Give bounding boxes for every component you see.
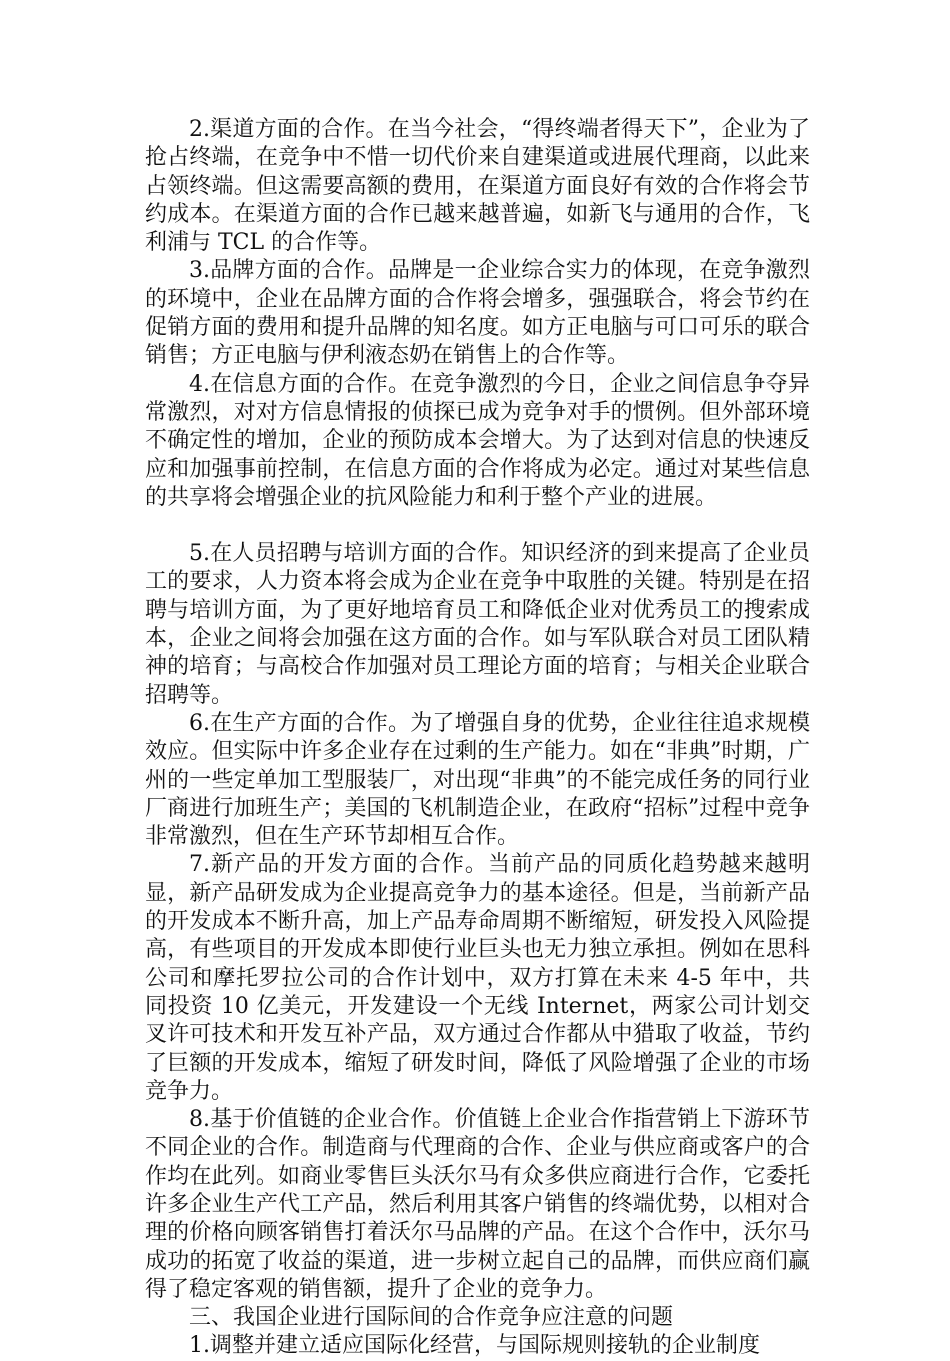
paragraph-new-product-cooperation: 7.新产品的开发方面的合作。当前产品的同质化趋势越来越明显，新产品研发成为企业提高竞争力的基本途径。但是，当前新产品的开发成本不断升高，加上产品寿命周期不断缩短，研发投入风险提高，有些项目的开发成本即使行业巨头也无力独立承担。例如在思科公司和摩托罗拉公司的合作计划中，双方打算在未来 4-5 年中，共同投资 10 亿美元，开发建设一个无线 Internet，两家公司计划交叉许可技术和开发互补产品，双方通过合作都从中猎取了收益，节约了巨额的开发成本，缩短了研发时间，降低了风险增强了企业的市场竞争力。 — [145, 852, 810, 1104]
paragraph-channel-cooperation: 2.渠道方面的合作。在当今社会，“得终端者得天下”，企业为了抢占终端，在竞争中不惜一切代价来自建渠道或进展代理商，以此来占领终端。但这需要高额的费用，在渠道方面良好有效的合作将会节约成本。在渠道方面的合作已越来越普遍，如新飞与通用的合作，飞利浦与 TCL 的合作等。 — [145, 117, 810, 256]
paragraph-information-cooperation: 4.在信息方面的合作。在竞争激烈的今日，企业之间信息争夺异常激烈，对对方信息情报的侦探已成为竞争对手的惯例。但外部环境不确定性的增加，企业的预防成本会增大。为了达到对信息的快速反应和加强事前控制，在信息方面的合作将成为必定。通过对某些信息的共享将会增强企业的抗风险能力和利于整个产业的进展。 — [145, 371, 810, 510]
paragraph-value-chain-cooperation: 8.基于价值链的企业合作。价值链上企业合作指营销上下游环节不同企业的合作。制造商与代理商的合作、企业与供应商或客户的合作均在此列。如商业零售巨头沃尔马有众多供应商进行合作，它委托许多企业生产代工产品，然后利用其客户销售的终端优势，以相对合理的价格向顾客销售打着沃尔马品牌的产品。在这个合作中，沃尔马成功的拓宽了收益的渠道，进一步树立起自己的品牌，而供应商们赢得了稳定客观的销售额，提升了企业的竞争力。 — [145, 1107, 810, 1302]
section-heading: 三、我国企业进行国际间的合作竞争应注意的问题 — [189, 1305, 674, 1331]
paragraph-recruitment-cooperation: 5.在人员招聘与培训方面的合作。知识经济的到来提高了企业员工的要求，人力资本将会成为企业在竞争中取胜的关键。特别是在招聘与培训方面，为了更好地培育员工和降低企业对优秀员工的搜索成本，企业之间将会加强在这方面的合作。如与军队联合对员工团队精神的培育；与高校合作加强对员工理论方面的培育；与相关企业联合招聘等。 — [145, 541, 810, 708]
document-body — [145, 116, 810, 1361]
paragraph-item-1: 1.调整并建立适应国际化经营，与国际规则接轨的企业制度 — [189, 1333, 760, 1359]
paragraph-brand-cooperation: 3.品牌方面的合作。品牌是一企业综合实力的体现，在竞争激烈的环境中，企业在品牌方面的合作将会增多，强强联合，将会节约在促销方面的费用和提升品牌的知名度。如方正电脑与可口可乐的联合销售；方正电脑与伊利液态奶在销售上的合作等。 — [145, 258, 810, 369]
paragraph-production-cooperation: 6.在生产方面的合作。为了增强自身的优势，企业往往追求规模效应。但实际中许多企业存在过剩的生产能力。如在“非典”时期，广州的一些定单加工型服装厂，对出现“非典”的不能完成任务的同行业厂商进行加班生产；美国的飞机制造企业，在政府“招标”过程中竞争非常激烈，但在生产环节却相互合作。 — [145, 710, 810, 850]
